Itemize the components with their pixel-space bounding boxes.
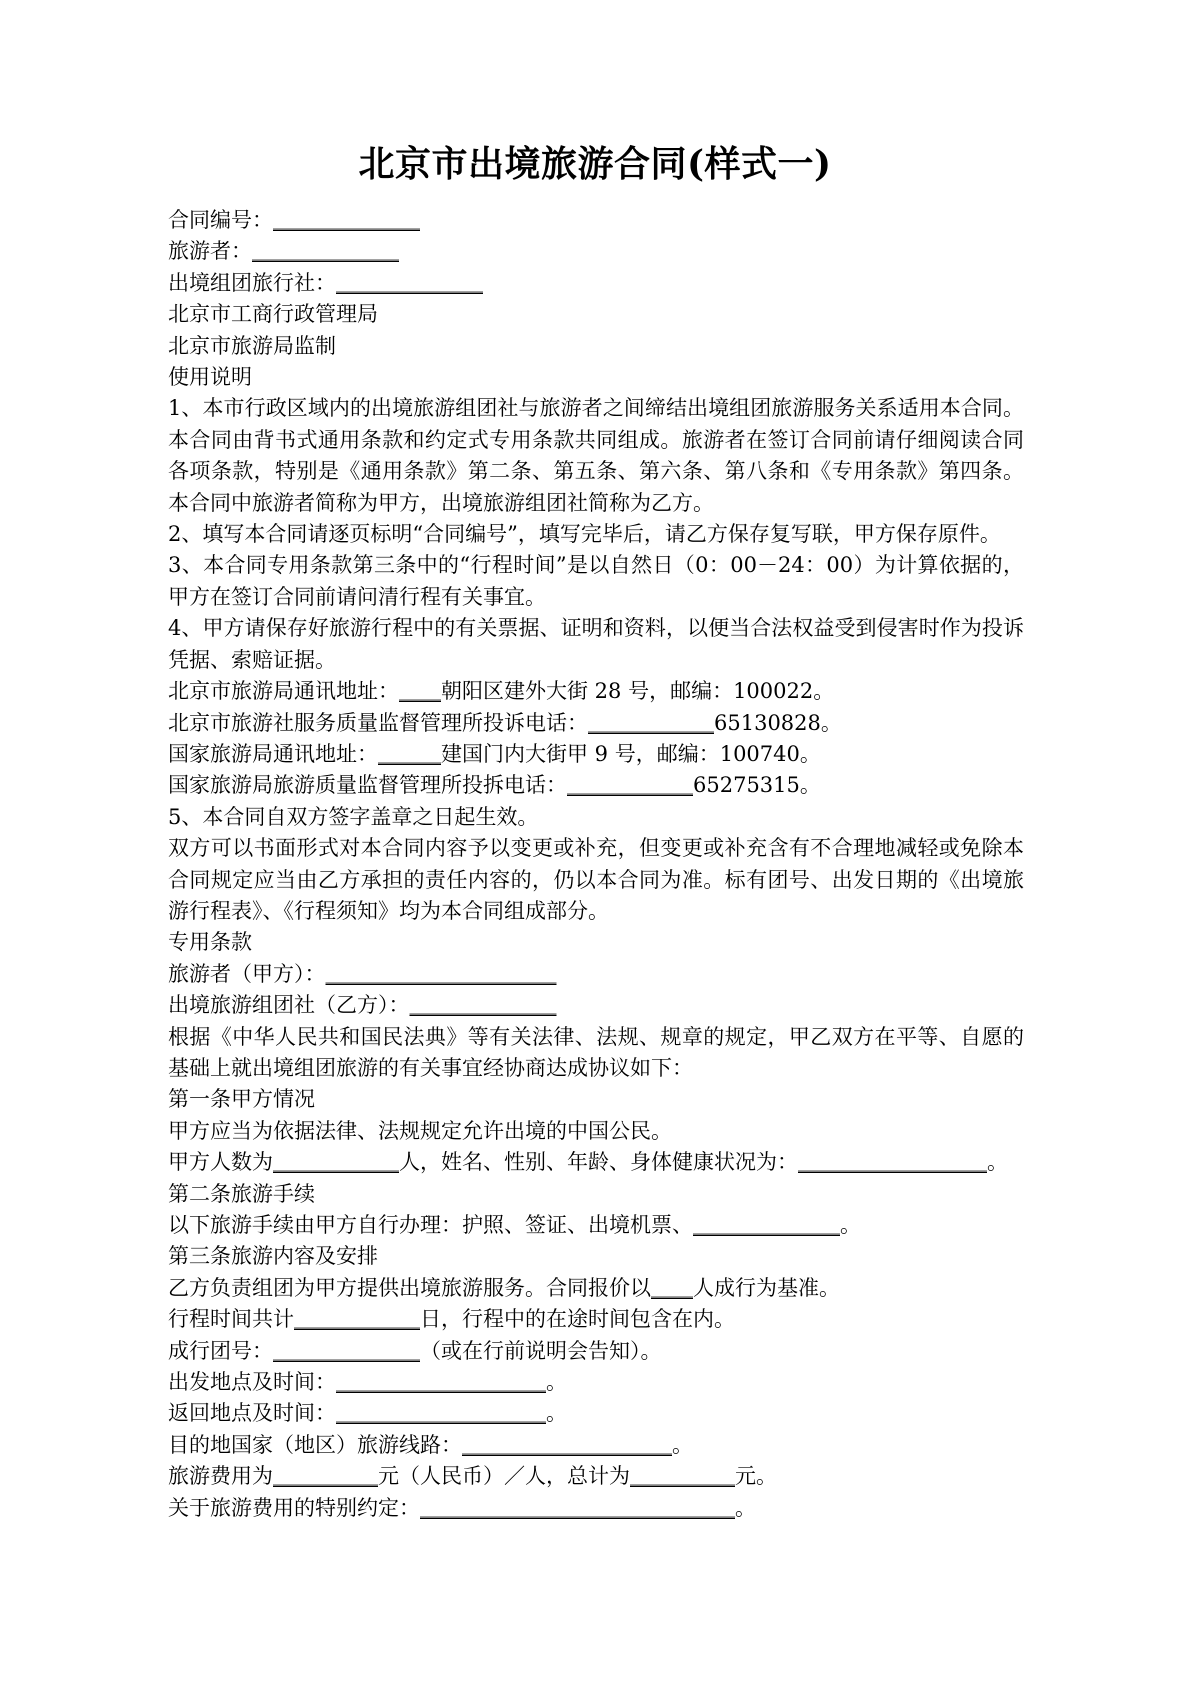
field-label: 旅游者（甲方）： — [168, 961, 326, 986]
field-label: 出境组团旅行社： — [168, 270, 336, 295]
article-text: 甲方人数为 — [168, 1150, 273, 1175]
instruction-text: 双方可以书面形式对本合同内容予以变更或补充，但变更或补充含有不合理地减轻或免除本合同规定应当由乙方承担的责任内容的，仍以本合同为准。标有团号、出发日期的《出境旅游行程表》、《行程须知》均为本合同组成部分。 — [168, 836, 1024, 923]
blank-fill-field[interactable]: ＿＿＿＿＿＿＿＿＿＿ — [462, 1432, 672, 1457]
instruction-text: 1、本市行政区域内的出境旅游组团社与旅游者之间缔结出境组团旅游服务关系适用本合同。本合同由背书式通用条款和约定式专用条款共同组成。旅游者在签订合同前请仔细阅读合同各项条款，特别是《通用条款》第二条、第五条、第六条、第八条和《专用条款》第四条。本合同中旅游者简称为甲方，出境旅游组团社简称为乙方。 — [168, 396, 1024, 515]
blank-fill-field[interactable]: ＿＿＿＿＿＿＿ — [252, 239, 399, 264]
article-text: 元（人民币）／人，总计为 — [378, 1464, 630, 1489]
blank-fill-field[interactable]: ＿＿＿＿＿＿ — [294, 1307, 420, 1332]
article-text: （或在行前说明会告知）。 — [420, 1338, 662, 1363]
contact-line — [168, 739, 1024, 770]
page-title: 北京市出境旅游合同(样式一) — [358, 143, 832, 185]
blank-fill-field[interactable]: ＿＿＿＿＿ — [630, 1464, 735, 1489]
article-heading-text: 第二条旅游手续 — [168, 1181, 315, 1206]
article-text: 以下旅游手续由甲方自行办理：护照、签证、出境机票、 — [168, 1213, 693, 1237]
article-line — [168, 1147, 1024, 1178]
article-text: 甲方应当为依据法律、法规规定允许出境的中国公民。 — [168, 1118, 672, 1143]
blank-fill-field[interactable]: ＿＿＿＿＿＿＿ — [273, 1338, 420, 1363]
instruction-paragraph — [168, 550, 1024, 613]
article-text: 。 — [672, 1432, 693, 1457]
field-label: 旅游者： — [168, 239, 252, 264]
article-line — [168, 1273, 1024, 1304]
blank-fill-field[interactable]: ＿＿＿＿＿＿ — [567, 773, 693, 798]
article-text: 日，行程中的在途时间包含在内。 — [420, 1307, 735, 1332]
issuer-text: 北京市工商行政管理局 — [168, 302, 378, 327]
article-heading — [168, 1241, 1024, 1272]
article-heading — [168, 1084, 1024, 1115]
issuer-line — [168, 299, 1024, 330]
article-heading-text: 第三条旅游内容及安排 — [168, 1244, 378, 1269]
instructions-heading — [168, 362, 1024, 393]
instruction-text: 5、本合同自双方签字盖章之日起生效。 — [168, 804, 539, 829]
article-text: 。 — [735, 1495, 756, 1520]
document-body — [168, 205, 1024, 1524]
contact-value: 65275315。 — [693, 773, 821, 798]
blank-fill-field[interactable]: ＿＿＿＿＿ — [273, 1464, 378, 1489]
instruction-paragraph — [168, 393, 1024, 519]
header-field-line — [168, 236, 1024, 267]
article-text: 。 — [987, 1150, 1008, 1175]
blank-fill-field[interactable]: ＿＿＿＿＿＿＿＿＿＿＿＿＿＿＿ — [420, 1495, 735, 1520]
party-field-line — [168, 959, 1024, 990]
blank-fill-field[interactable]: ＿＿＿＿＿＿＿＿＿＿ — [336, 1370, 546, 1395]
contact-value: 65130828。 — [714, 710, 842, 735]
preamble-text: 根据《中华人民共和国民法典》等有关法律、法规、规章的规定，甲乙双方在平等、自愿的基础上就出境组团旅游的有关事宜经协商达成协议如下： — [168, 1024, 1024, 1080]
party-field-line — [168, 990, 1024, 1021]
header-field-line — [168, 268, 1024, 299]
issuer-line — [168, 331, 1024, 362]
instruction-text: 2、填写本合同请逐页标明“合同编号”，填写完毕后，请乙方保存复写联，甲方保存原件。 — [168, 522, 1001, 547]
article-text: 关于旅游费用的特别约定： — [168, 1495, 420, 1520]
article-line — [168, 1398, 1024, 1429]
contact-label: 北京市旅游社服务质量监督管理所投诉电话： — [168, 710, 588, 735]
article-text: 行程时间共计 — [168, 1307, 294, 1332]
instruction-text: 4、甲方请保存好旅游行程中的有关票据、证明和资料，以便当合法权益受到侵害时作为投诉凭据、索赔证据。 — [168, 616, 1024, 672]
blank-fill-field[interactable]: ＿＿＿＿＿＿＿ — [336, 270, 483, 295]
preamble-paragraph — [168, 1022, 1024, 1085]
contact-line — [168, 770, 1024, 801]
instruction-paragraph — [168, 833, 1024, 927]
article-line — [168, 1304, 1024, 1335]
issuer-text: 北京市旅游局监制 — [168, 333, 336, 358]
contact-value: 朝阳区建外大街 28 号，邮编：100022。 — [441, 679, 835, 704]
section-heading-text: 使用说明 — [168, 365, 252, 390]
contact-label: 国家旅游局通讯地址： — [168, 741, 378, 766]
article-line — [168, 1461, 1024, 1492]
field-label: 合同编号： — [168, 208, 273, 232]
contact-label: 北京市旅游局通讯地址： — [168, 679, 399, 704]
article-text: 目的地国家（地区）旅游线路： — [168, 1432, 462, 1457]
article-line — [168, 1367, 1024, 1398]
special-terms-heading — [168, 927, 1024, 958]
article-text: 成行团号： — [168, 1338, 273, 1363]
blank-fill-field[interactable]: ＿＿＿＿＿＿ — [273, 1150, 399, 1175]
instruction-paragraph — [168, 519, 1024, 550]
blank-fill-field[interactable]: ＿＿＿＿＿＿＿ — [693, 1213, 840, 1237]
header-field-line — [168, 205, 1024, 236]
article-heading-text: 第一条甲方情况 — [168, 1087, 315, 1112]
contact-value: 建国门内大街甲 9 号，邮编：100740。 — [441, 741, 821, 766]
article-text: 人成行为基准。 — [693, 1275, 840, 1300]
contact-line — [168, 708, 1024, 739]
article-line — [168, 1493, 1024, 1524]
article-text: 人，姓名、性别、年龄、身体健康状况为： — [399, 1150, 798, 1175]
blank-fill-field[interactable]: ＿＿ — [651, 1275, 693, 1300]
article-line — [168, 1116, 1024, 1147]
blank-fill-field[interactable]: ＿＿＿ — [378, 741, 441, 766]
contact-line — [168, 676, 1024, 707]
blank-fill-field[interactable]: ＿＿＿＿＿＿＿＿＿＿ — [336, 1401, 546, 1426]
instruction-text: 3、本合同专用条款第三条中的“行程时间”是以自然日（0：00－24：00）为计算依据的，甲方在签订合同前请问清行程有关事宜。 — [168, 553, 1024, 609]
field-label: 出境旅游组团社（乙方）： — [168, 993, 410, 1018]
blank-fill-field[interactable]: ＿＿＿＿＿＿＿ — [273, 208, 420, 232]
article-text: 。 — [546, 1401, 567, 1426]
article-text: 返回地点及时间： — [168, 1401, 336, 1426]
article-text: 出发地点及时间： — [168, 1370, 336, 1395]
contact-label: 国家旅游局旅游质量监督管理所投拆电话： — [168, 773, 567, 798]
blank-fill-field[interactable]: ＿＿ — [399, 679, 441, 704]
article-line — [168, 1336, 1024, 1367]
article-line — [168, 1430, 1024, 1461]
blank-fill-field[interactable]: ＿＿＿＿＿＿ — [588, 710, 714, 735]
article-text: 旅游费用为 — [168, 1464, 273, 1489]
blank-fill-field[interactable]: ＿＿＿＿＿＿＿ — [409, 993, 557, 1018]
article-text: 元。 — [735, 1464, 777, 1489]
instruction-paragraph — [168, 802, 1024, 833]
article-text: 。 — [840, 1213, 861, 1237]
section-heading-text: 专用条款 — [168, 930, 252, 955]
blank-fill-field[interactable]: ＿＿＿＿＿＿＿＿＿ — [798, 1150, 987, 1175]
article-heading — [168, 1179, 1024, 1210]
blank-fill-field[interactable]: ＿＿＿＿＿＿＿＿＿＿＿ — [325, 961, 557, 986]
article-text: 。 — [546, 1370, 567, 1395]
instruction-paragraph — [168, 613, 1024, 676]
article-text: 乙方负责组团为甲方提供出境旅游服务。合同报价以 — [168, 1275, 651, 1300]
article-line — [168, 1210, 1024, 1241]
